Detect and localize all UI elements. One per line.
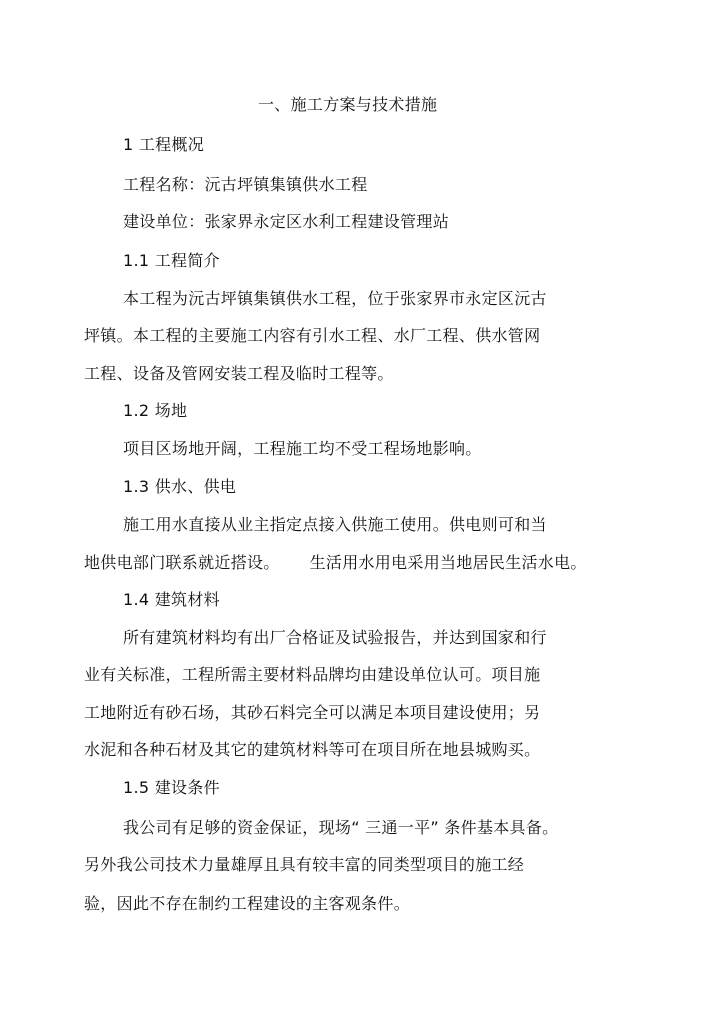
paragraph-line: 项目区场地开阔，工程施工均不受工程场地影响。 (123, 439, 482, 458)
paragraph-line: 所有建筑材料均有出厂合格证及试验报告，并达到国家和行 (123, 628, 547, 647)
paragraph-line: 工程、设备及管网安装工程及临时工程等。 (84, 364, 394, 383)
document-title: 一、施工方案与技术措施 (258, 95, 438, 114)
paragraph-segment: 生活用水用电采用当地居民生活水电。 (309, 553, 587, 572)
paragraph-line: 验，因此不存在制约工程建设的主客观条件。 (84, 894, 411, 913)
subsection-heading: 1.4 建筑材料 (123, 590, 220, 609)
construction-unit: 建设单位：张家界永定区水利工程建设管理站 (123, 212, 450, 231)
subsection-heading: 1.2 场地 (123, 401, 188, 420)
paragraph-line: 另外我公司技术力量雄厚且具有较丰富的同类型项目的施工经 (84, 855, 525, 874)
section-heading: 1 工程概况 (123, 135, 205, 154)
subsection-heading: 1.5 建设条件 (123, 778, 220, 797)
project-name: 工程名称：沅古坪镇集镇供水工程 (123, 175, 368, 194)
paragraph-line (84, 553, 587, 573)
paragraph-line: 业有关标准，工程所需主要材料品牌均由建设单位认可。项目施 (84, 665, 541, 684)
subsection-heading: 1.1 工程简介 (123, 251, 220, 270)
paragraph-line: 施工用水直接从业主指定点接入供施工使用。供电则可和当 (123, 515, 547, 534)
subsection-heading: 1.3 供水、供电 (123, 477, 237, 496)
paragraph-line: 坪镇。本工程的主要施工内容有引水工程、水厂工程、供水管网 (84, 326, 541, 345)
paragraph-line: 本工程为沅古坪镇集镇供水工程，位于张家界市永定区沅古 (123, 289, 547, 308)
paragraph-line: 水泥和各种石材及其它的建筑材料等可在项目所在地县城购买。 (84, 740, 541, 759)
paragraph-line: 我公司有足够的资金保证，现场“ 三通一平” 条件基本具备。 (123, 818, 559, 837)
paragraph-segment: 地供电部门联系就近搭设。 (84, 553, 280, 572)
paragraph-line: 工地附近有砂石场，其砂石料完全可以满足本项目建设使用；另 (84, 703, 541, 722)
